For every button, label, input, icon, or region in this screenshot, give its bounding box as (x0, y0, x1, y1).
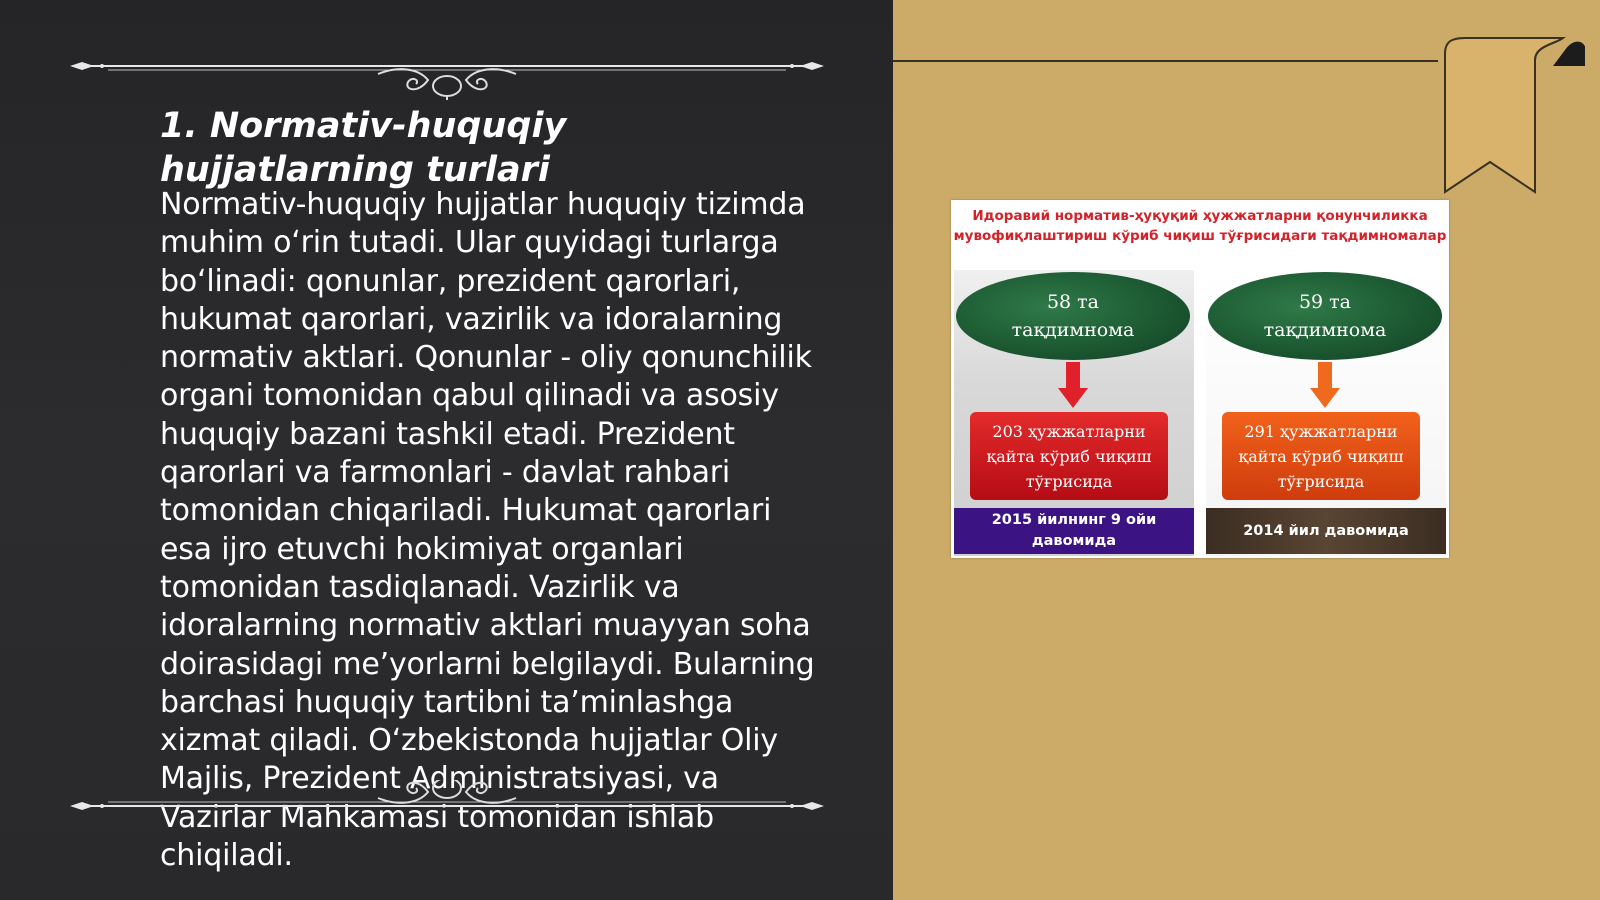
oval-label: 59 та тақдимнома (1263, 291, 1387, 341)
ornament-divider-icon (68, 40, 826, 100)
presentations-count-oval (1208, 272, 1442, 360)
presentations-count-oval (956, 272, 1190, 360)
down-arrow-icon (1058, 362, 1088, 408)
slide-title: 1. Normativ-huquqiy hujjatlarning turlari (160, 106, 567, 190)
period-label: 2014 йил давомида (1206, 508, 1446, 554)
infographic-column-2014 (1206, 270, 1446, 556)
ornament-divider-icon (68, 780, 826, 840)
infographic-heading: Идоравий норматив-ҳуқуқий ҳужжатларни қонунчиликка мувофиқлаштириш кўриб чиқиш тўғрисидаги тақдимномалар (953, 208, 1447, 244)
period-label: 2015 йилнинг 9 ойи давомида (954, 508, 1194, 554)
oval-label: 58 та тақдимнома (1011, 291, 1135, 341)
header-rule (893, 60, 1438, 62)
documents-box: 291 ҳужжатларни қайта кўриб чиқиш тўғрисида (1222, 412, 1420, 500)
down-arrow-icon (1310, 362, 1340, 408)
bookmark-ribbon-icon (1435, 36, 1585, 202)
infographic-image (951, 200, 1449, 558)
documents-box: 203 ҳужжатларни қайта кўриб чиқиш тўғрисида (970, 412, 1168, 500)
slide-body-text: Normativ-huquqiy hujjatlar huquqiy tizimda muhim o‘rin tutadi. Ular quyidagi turlarga bo‘linadi: qonunlar, prezident qarorlari, hukumat qarorlari, vazirlik va idoralarning normativ aktlari. Qonunlar - oliy qonunchilik organi tomonidan qabul qilinadi va asosiy huquqiy bazani tashkil etadi. Prezident qarorlari va farmonlari - davlat rahbari tomonidan chiqariladi. Hukumat qarorlari esa ijro etuvchi hokimiyat organlari tomonidan tasdiqlanadi. Vazirlik va idoralarning normativ aktlari muayyan soha doirasidagi me’yorlarni belgilaydi. Bularning barchasi huquqiy tartibni ta’minlashga xizmat qiladi. O‘zbekistonda hujjatlar Oliy Majlis, Prezident Administratsiyasi, va Vazirlar Mahkamasi tomonidan ishlab chiqiladi. (160, 187, 815, 874)
infographic-column-2015 (954, 270, 1194, 556)
